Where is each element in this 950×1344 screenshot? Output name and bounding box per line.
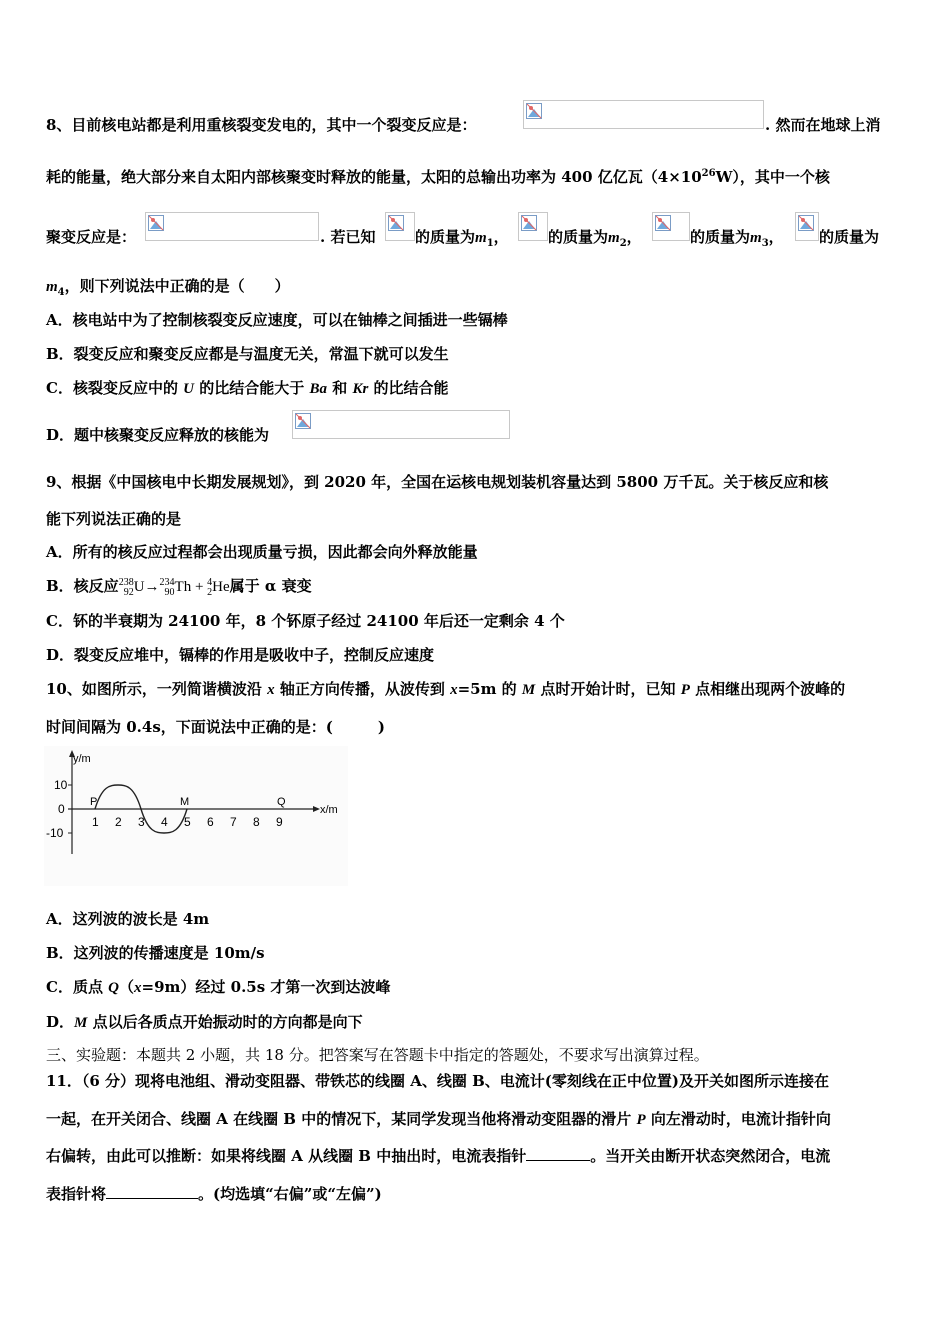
q9-line1: 9、根据《中国核电中长期发展规划》，到 2020 年，全国在运核电规划装机容量达到 5800 万千瓦。关于核反应和核	[46, 473, 829, 491]
q10c-c: =9m）经过 0.5s 才第一次到达波峰	[141, 978, 391, 996]
m1-subscript: 1	[486, 238, 494, 249]
optb-a: B．核反应	[46, 577, 119, 595]
uranium-symbol: U	[183, 381, 195, 397]
m3-symbol: m	[750, 230, 762, 246]
q11-l3-a: 右偏转，由此可以推断：如果将线圈 A 从线圈 B 中抽出时，电流表指针	[46, 1147, 527, 1165]
q10-a: 10、如图所示，一列简谐横波沿	[46, 680, 268, 698]
y-tick-label-minus10: -10	[46, 826, 64, 840]
comma: ，	[768, 228, 784, 246]
m4-subscript: 4	[57, 287, 65, 298]
q10c-a: C．质点	[46, 978, 109, 996]
q10d-b: 点以后各质点开始振动时的方向都是向下	[87, 1013, 363, 1031]
point-m-label: M	[180, 796, 190, 808]
mass3-label: 的质量为	[690, 228, 751, 246]
x-axis-label: x/m	[320, 804, 338, 816]
q8-line2-exponent: 26	[701, 168, 716, 179]
q8-option-a: A．核电站中为了控制核裂变反应速度，可以在铀棒之间插进一些镉棒	[46, 311, 508, 329]
q8-line1-tail: . 然而在地球上消	[765, 116, 881, 134]
q9-line2: 能下列说法正确的是	[46, 510, 182, 528]
x-tick-labels	[92, 815, 283, 829]
q8-option-d: D．题中核聚变反应释放的核能为	[46, 426, 270, 444]
q8-mass4-label: 的质量为	[819, 228, 880, 246]
wave-graph	[44, 746, 348, 886]
q11-line4	[46, 1184, 382, 1204]
q8-option-b: B．裂变反应和聚变反应都是与温度无关，常温下就可以发生	[46, 345, 449, 363]
q10-e: 点相继出现两个波峰的	[689, 680, 846, 698]
q10c-b: （	[119, 978, 135, 996]
section3-heading: 三、实验题：本题共 2 小题，共 18 分。把答案写在答题卡中指定的答题处，不要求写出演算过程。	[46, 1046, 709, 1064]
answer-blank-1[interactable]	[526, 1146, 590, 1161]
fusion-equation-image	[145, 212, 319, 241]
th-mass-number: 234	[159, 576, 175, 588]
y-axis-label: y/m	[73, 753, 91, 765]
x-tick-label: 3	[138, 815, 145, 829]
q10-d: 点时开始计时，已知	[535, 680, 681, 698]
q11-l4-a: 表指针将	[46, 1185, 107, 1203]
q8-mass2	[548, 227, 642, 254]
q10-option-c	[46, 977, 390, 998]
y-tick-label-0: 0	[58, 802, 65, 816]
alpha-decay-equation	[118, 576, 230, 598]
q8-line2	[46, 164, 830, 187]
binding-energy-image	[292, 410, 510, 439]
x-tick-label: 6	[207, 815, 214, 829]
q11-l4-b: 。(均选填“右偏”或“左偏”)	[198, 1185, 382, 1203]
x-symbol: x	[267, 682, 275, 698]
broken-image-icon	[521, 215, 537, 231]
q8-mass3	[690, 227, 784, 254]
fission-equation-image	[523, 100, 764, 129]
q9-option-c: C．钚的半衰期为 24100 年，8 个钚原子经过 24100 年后还一定剩余 4 个	[46, 612, 565, 630]
comma: ，	[493, 228, 509, 246]
q8-line2-a: 耗的能量，绝大部分来自太阳内部核聚变时释放的能量，太阳的总输出功率为 400 亿亿瓦（4×10	[46, 168, 702, 186]
x-tick-label: 9	[276, 815, 283, 829]
optb-b: 属于 α 衰变	[229, 577, 312, 595]
q11-line3	[46, 1146, 830, 1166]
comma: ，	[626, 228, 642, 246]
x-symbol: x	[134, 980, 142, 996]
x-symbol: x	[450, 682, 458, 698]
broken-image-icon	[148, 215, 164, 231]
mass2-label: 的质量为	[548, 228, 609, 246]
optc-a: C．核裂变反应中的	[46, 379, 184, 397]
q8-line3-given: . 若已知	[320, 228, 376, 246]
th-atomic-number: 90	[164, 586, 175, 598]
q8-line3-head: 聚变反应是：	[46, 228, 137, 246]
p-point-symbol: P	[680, 682, 690, 698]
barium-symbol: Ba	[309, 381, 327, 397]
u-atomic-number: 92	[123, 586, 134, 598]
optc-d: 的比结合能	[368, 379, 449, 397]
q11-l3-b: 。当开关由断开状态突然闭合，电流	[590, 1147, 831, 1165]
mass1-label: 的质量为	[415, 228, 476, 246]
q9-option-a: A．所有的核反应过程都会出现质量亏损，因此都会向外释放能量	[46, 543, 478, 561]
m4-symbol: m	[46, 279, 58, 295]
m2-subscript: 2	[619, 238, 627, 249]
m2-symbol: m	[608, 230, 620, 246]
x-tick-label: 8	[253, 815, 260, 829]
q8-line2-b: W），其中一个核	[715, 168, 830, 186]
nucleus2-image	[518, 212, 548, 241]
q11-line1: 11．（6 分）现将电池组、滑动变阻器、带铁芯的线圈 A、线圈 B、电流计(零刻线在正中位置)及开关如图所示连接在	[46, 1072, 829, 1090]
q8-mass1	[415, 227, 509, 254]
broken-image-icon	[655, 215, 671, 231]
he-mass-number: 4	[207, 576, 213, 588]
answer-blank-2[interactable]	[106, 1184, 198, 1199]
plus: +	[191, 579, 208, 595]
x-tick-label: 4	[161, 815, 168, 829]
q8-line1	[46, 115, 476, 135]
arrow: →	[144, 579, 160, 595]
x-tick-label: 5	[184, 815, 191, 829]
optc-c: 和	[326, 379, 353, 397]
q8-line4	[46, 276, 290, 303]
point-q-label: Q	[277, 796, 286, 808]
q9-option-d: D．裂变反应堆中，镉棒的作用是吸收中子，控制反应速度	[46, 646, 435, 664]
m3-subscript: 3	[761, 238, 769, 249]
q10-line1	[46, 679, 845, 700]
x-tick-label: 1	[92, 815, 99, 829]
u-mass-number: 238	[118, 576, 134, 588]
graph-background	[44, 746, 348, 886]
q10d-a: D．	[46, 1013, 75, 1031]
nucleus4-image	[795, 212, 819, 241]
q8-prompt: ，则下列说法中正确的是（ ）	[64, 277, 290, 295]
broken-image-icon	[798, 215, 814, 231]
broken-image-icon	[295, 413, 311, 429]
x-tick-label: 7	[230, 815, 237, 829]
q10-option-b: B．这列波的传播速度是 10m/s	[46, 944, 265, 962]
slider-p-symbol: P	[636, 1112, 646, 1128]
nucleus3-image	[652, 212, 690, 241]
broken-image-icon	[526, 103, 542, 119]
x-tick-label: 2	[115, 815, 122, 829]
q10-option-a: A．这列波的波长是 4m	[46, 910, 210, 928]
q10-option-d	[46, 1012, 363, 1033]
q-point-symbol: Q	[108, 980, 120, 996]
he-symbol: He	[212, 579, 230, 595]
q11-line2	[46, 1109, 831, 1130]
q8-line1-a: 8、目前核电站都是利用重核裂变发电的，其中一个裂变反应是：	[46, 116, 477, 134]
he-atomic-number: 2	[207, 586, 213, 598]
q10-line2: 时间间隔为 0.4s，下面说法中正确的是：( )	[46, 718, 385, 736]
m1-symbol: m	[475, 230, 487, 246]
krypton-symbol: Kr	[352, 381, 369, 397]
nucleus1-image	[385, 212, 415, 241]
u-symbol: U	[133, 579, 145, 595]
m-point-symbol: M	[521, 682, 536, 698]
m-point-symbol: M	[74, 1015, 88, 1031]
q8-option-c	[46, 378, 449, 399]
q9-option-b	[46, 576, 312, 598]
q10-c: =5m 的	[457, 680, 522, 698]
q10-b: 轴正方向传播，从波传到	[274, 680, 451, 698]
q11-l2-a: 一起，在开关闭合、线圈 A 在线圈 B 中的情况下，某同学发现当他将滑动变阻器的滑片	[46, 1110, 637, 1128]
optc-b: 的比结合能大于	[194, 379, 310, 397]
q11-l2-b: 向左滑动时，电流计指针向	[645, 1110, 831, 1128]
broken-image-icon	[388, 215, 404, 231]
y-tick-label-10: 10	[54, 778, 68, 792]
th-symbol: Th	[174, 579, 192, 595]
point-p-label: P	[90, 796, 98, 808]
